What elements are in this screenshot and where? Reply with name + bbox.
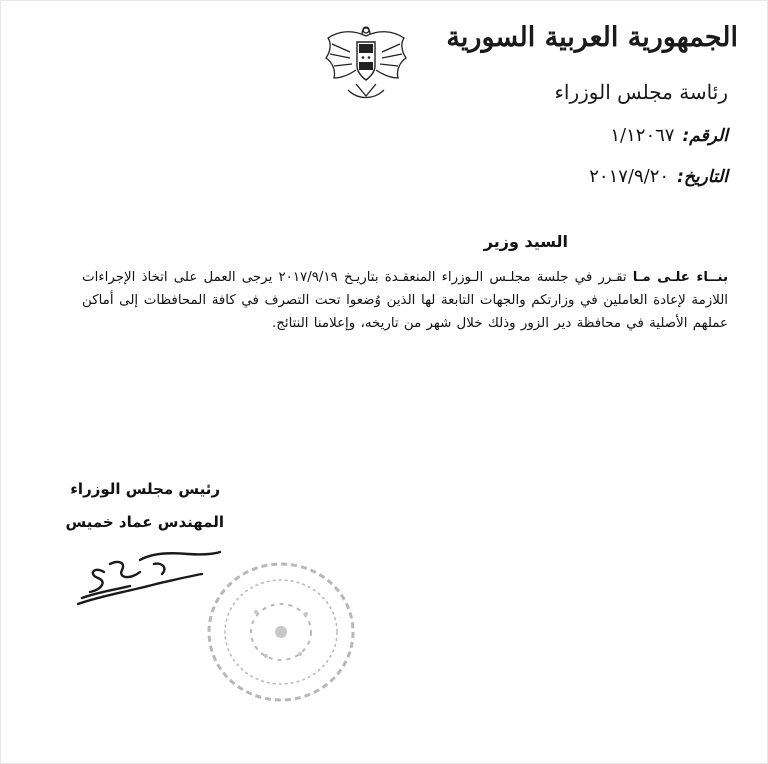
republic-name: الجمهورية العربية السورية [446,22,738,53]
date-label: التاريخ: [677,167,728,187]
date-row [589,166,728,187]
eagle-emblem-icon [318,22,414,104]
signer-title: رئيس مجلس الوزراء [70,480,220,498]
date-value: ٢٠١٧/٩/٢٠ [589,166,670,187]
official-stamp-icon [196,552,366,712]
letter-body [82,266,728,335]
addressee: السيد وزير [483,232,568,251]
number-label: الرقم: [682,126,728,146]
body-line1: تقـرر في جلسة مجلـس الـوزراء المنعقـدة بتاريـخ ٢٠١٧/٩/١٩ [278,270,627,285]
body-paragraph [82,266,728,335]
body-rest: يرجى العمل على اتخاذ الإجراءات اللازمة لإعادة العاملين في وزارتكم والجهات التابعة لها الذين وُضعوا تحت التصرف في كافة المحافظات إلى أماكن عملهم الأصلية في محافظة دير الزور وذلك خلال شهر من تاريخه، وإعلامنا النتائج. [82,270,728,331]
reference-number-row [610,125,728,146]
signer-name: المهندس عماد خميس [65,513,224,531]
office-name: رئاسة مجلس الوزراء [554,80,728,104]
body-lead: بنــاء علـى مـا [632,270,729,285]
number-value: ١/١٢٠٦٧ [610,125,675,146]
